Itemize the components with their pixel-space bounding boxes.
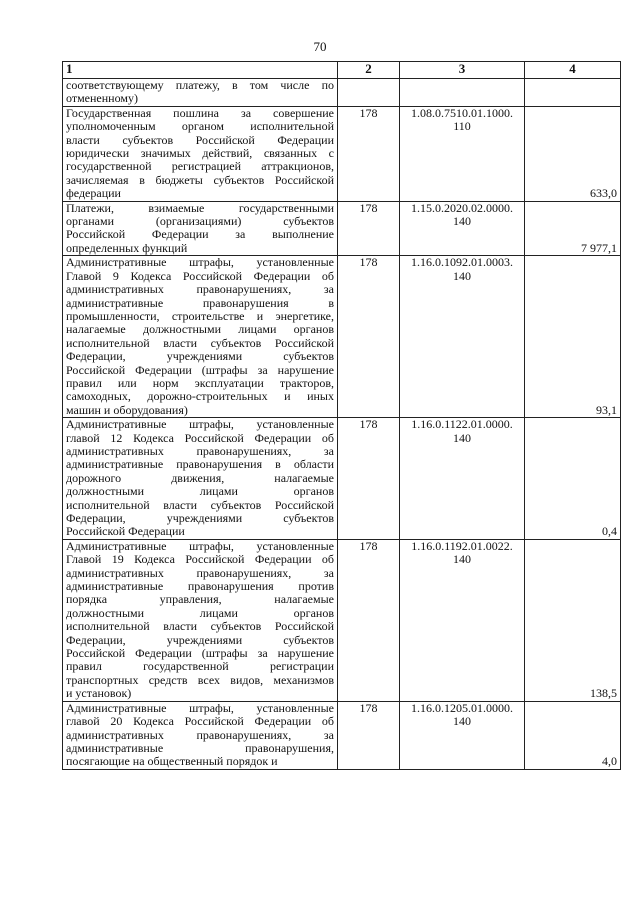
row-budget-code: 1.15.0.2020.02.0000. 140 (400, 201, 525, 256)
description-line: административных правонарушениях, за (66, 443, 334, 458)
description-line: машин и оборудования) (66, 402, 188, 417)
row-admin-code: 178 (338, 201, 400, 256)
description-line: исполнительной власти субъектов Российской (66, 619, 334, 634)
description-line: Административные штрафы, установленные (66, 255, 334, 270)
description-line: дорожного движения, налагаемые (66, 470, 334, 485)
row-description (63, 201, 338, 256)
row-description (63, 106, 338, 201)
row-budget-code: 1.16.0.1205.01.0000. 140 (400, 701, 525, 769)
row-budget-code: 1.16.0.1192.01.0022. 140 (400, 539, 525, 701)
table-body (63, 79, 621, 770)
description-line: Главой 9 Кодекса Российской Федерации об (66, 268, 334, 283)
description-line: государственной регистрацией аттракционов, (66, 159, 334, 174)
description-line: исполнительной власти субъектов Российской (66, 497, 334, 512)
description-line: Федерации, учреждениями субъектов (66, 632, 334, 647)
description-line: административных правонарушениях, за (66, 282, 334, 297)
row-budget-code (400, 79, 525, 107)
row-admin-code (338, 79, 400, 107)
description-line: Платежи, взимаемые государственными (66, 200, 334, 215)
table-row (63, 539, 621, 701)
row-admin-code: 178 (338, 418, 400, 540)
description-line: правил государственной регистрации (66, 659, 334, 674)
header-col-3: 3 (400, 62, 525, 79)
row-budget-code: 1.16.0.1122.01.0000. 140 (400, 418, 525, 540)
description-line: соответствующему платежу, в том числе по (66, 78, 334, 92)
description-line: Российской Федерации (штрафы за нарушение (66, 362, 334, 377)
table-row (63, 201, 621, 256)
description-line: промышленности, строительстве и энергетике, (66, 308, 334, 323)
header-col-2: 2 (338, 62, 400, 79)
revenue-table (62, 61, 621, 770)
row-amount: 0,4 (525, 418, 621, 540)
description-line: уполномоченным органом исполнительной (66, 119, 334, 134)
description-line: порядка управления, налагаемые (66, 592, 334, 607)
description-line: Федерации, учреждениями субъектов (66, 349, 334, 364)
table-row (63, 79, 621, 107)
description-line: Административные штрафы, установленные (66, 700, 334, 715)
row-amount: 633,0 (525, 106, 621, 201)
description-line: органами (организациями) субъектов (66, 214, 334, 229)
description-line: определенных функций (66, 240, 188, 255)
header-col-4: 4 (525, 62, 621, 79)
description-line: Российской Федерации (66, 524, 185, 539)
row-budget-code: 1.08.0.7510.01.1000. 110 (400, 106, 525, 201)
table-row (63, 106, 621, 201)
description-line: посягающие на общественный порядок и (66, 754, 278, 769)
description-line: правил или норм эксплуатации тракторов, (66, 375, 334, 390)
description-line: административных правонарушениях, за (66, 565, 334, 580)
description-line: власти субъектов Российской Федерации (66, 132, 334, 147)
row-admin-code: 178 (338, 701, 400, 769)
description-line: административных правонарушениях, за (66, 727, 334, 742)
row-description (63, 701, 338, 769)
table-row (63, 256, 621, 418)
description-line: административные правонарушения, (66, 740, 334, 755)
description-line: Государственная пошлина за совершение (66, 105, 334, 120)
description-line: транспортных средств всех видов, механизмов (66, 672, 334, 687)
description-line: Главой 19 Кодекса Российской Федерации об (66, 552, 334, 567)
row-description (63, 539, 338, 701)
description-line: налагаемые должностными лицами органов (66, 322, 334, 337)
table-row (63, 418, 621, 540)
row-admin-code: 178 (338, 106, 400, 201)
description-line: и установок) (66, 686, 132, 701)
description-line: исполнительной власти субъектов Российской (66, 335, 334, 350)
description-line: административные правонарушения против (66, 579, 334, 594)
row-amount: 7 977,1 (525, 201, 621, 256)
page-number: 70 (313, 39, 327, 54)
description-line: Административные штрафы, установленные (66, 417, 334, 432)
row-amount: 4,0 (525, 701, 621, 769)
header-col-1: 1 (63, 62, 338, 79)
description-line: юридически значимых действий, связанных с (66, 146, 334, 161)
table-row (63, 701, 621, 769)
description-line: Российской Федерации за выполнение (66, 227, 334, 242)
row-description (63, 256, 338, 418)
row-budget-code: 1.16.0.1092.01.0003. 140 (400, 256, 525, 418)
description-line: зачисляемая в бюджеты субъектов Российской (66, 172, 334, 187)
description-line: Федерации, учреждениями субъектов (66, 511, 334, 525)
description-line: Административные штрафы, установленные (66, 538, 334, 553)
description-line: административные правонарушения в области (66, 457, 334, 472)
description-line: главой 12 Кодекса Российской Федерации об (66, 430, 334, 445)
description-line: Российской Федерации (штрафы за нарушение (66, 646, 334, 661)
row-admin-code: 178 (338, 539, 400, 701)
description-line: административные правонарушения в (66, 295, 334, 310)
row-description (63, 418, 338, 540)
description-line: самоходных, дорожно-строительных и иных (66, 389, 334, 404)
row-amount: 93,1 (525, 256, 621, 418)
header-row (63, 62, 621, 79)
row-amount: 138,5 (525, 539, 621, 701)
description-line: должностными лицами органов (66, 605, 334, 620)
row-admin-code: 178 (338, 256, 400, 418)
description-line: отмененному) (66, 91, 138, 106)
description-line: главой 20 Кодекса Российской Федерации об (66, 714, 334, 729)
row-description (63, 79, 338, 107)
description-line: должностными лицами органов (66, 484, 334, 499)
row-amount (525, 79, 621, 107)
description-line: федерации (66, 186, 121, 201)
